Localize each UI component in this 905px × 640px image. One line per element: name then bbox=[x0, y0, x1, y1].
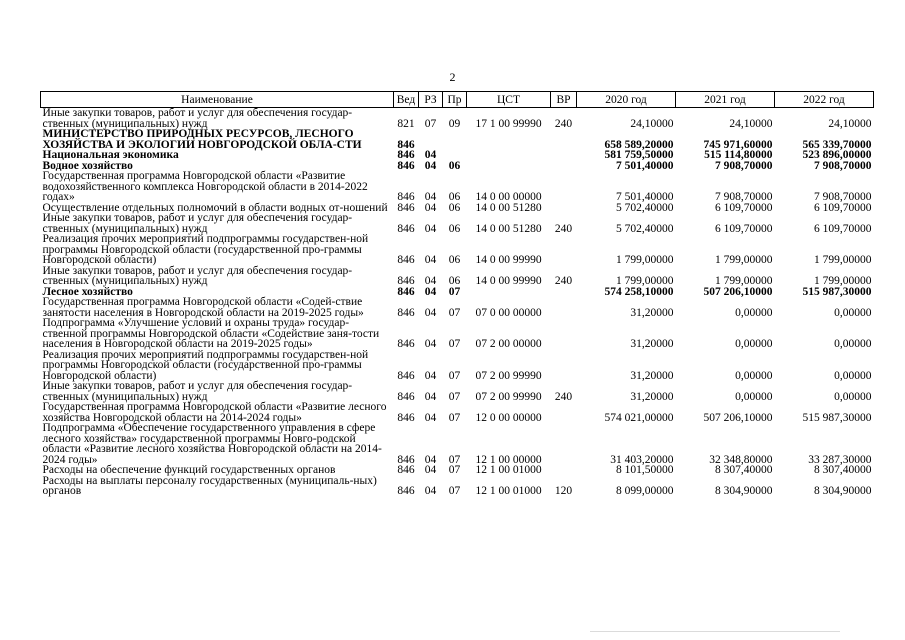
budget-table bbox=[40, 91, 874, 497]
cell-ved: 846 bbox=[397, 159, 415, 172]
cell-name: Национальная экономика bbox=[42, 149, 179, 161]
cell-y2022: 7 908,70000 bbox=[814, 191, 872, 203]
header-name: Наименование bbox=[41, 92, 394, 108]
cell-ved: 846 bbox=[397, 338, 415, 350]
cell-ved: 846 bbox=[397, 149, 415, 161]
cell-vr bbox=[551, 465, 577, 476]
cell-y2022: 0,00000 bbox=[834, 390, 872, 403]
cell-pr: 06 bbox=[448, 201, 461, 214]
cell-y2022: 6 109,70000 bbox=[814, 222, 872, 235]
cell-y2021: 24,10000 bbox=[729, 117, 773, 130]
cell-pr bbox=[443, 150, 467, 161]
cell-cst: 14 0 00 99990 bbox=[475, 254, 542, 266]
cell-vr: 240 bbox=[554, 275, 573, 287]
table-row bbox=[41, 266, 874, 287]
cell-y2020: 5 702,40000 bbox=[616, 222, 674, 235]
cell-name: Государственная программа Новгородской области «Развитие лесного хозяйства Новгородской области на 2014-2024 годы» bbox=[42, 401, 387, 424]
cell-rz: 04 bbox=[424, 306, 437, 319]
cell-cst: 07 0 00 00000 bbox=[475, 306, 542, 319]
cell-y2022: 565 339,70000 bbox=[802, 138, 872, 151]
cell-vr: 120 bbox=[554, 485, 573, 497]
cell-y2022: 523 896,00000 bbox=[802, 149, 872, 161]
cell-y2020: 31,20000 bbox=[630, 306, 674, 319]
cell-pr: 06 bbox=[448, 222, 461, 235]
cell-name: Осуществление отдельных полномочий в области водных от-ношений bbox=[42, 201, 388, 214]
cell-y2020: 574 021,00000 bbox=[604, 411, 674, 424]
cell-y2020: 574 258,10000 bbox=[604, 285, 674, 298]
cell-y2020: 7 501,40000 bbox=[616, 191, 674, 203]
cell-pr: 07 bbox=[448, 338, 461, 350]
cell-y2020: 581 759,50000 bbox=[604, 149, 674, 161]
cell-cst: 12 1 00 01000 bbox=[475, 485, 542, 497]
cell-y2021: 7 908,70000 bbox=[715, 191, 773, 203]
cell-rz: 04 bbox=[424, 485, 437, 497]
cell-y2020: 8 101,50000 bbox=[616, 464, 674, 476]
cell-name: Иные закупки товаров, работ и услуг для обеспечения государ-ственных (муниципальных) нужд bbox=[42, 264, 353, 287]
cell-y2021: 507 206,10000 bbox=[703, 285, 773, 298]
cell-name: Реализация прочих мероприятий подпрограммы государствен-ной программы Новгородской области (государственной про-граммы Новгородской области) bbox=[42, 348, 369, 382]
cell-y2020: 31,20000 bbox=[630, 338, 674, 350]
header-rz: РЗ bbox=[419, 92, 443, 108]
cell-pr: 07 bbox=[448, 306, 461, 319]
cell-y2021: 32 348,80000 bbox=[709, 453, 773, 466]
cell-y2020: 7 501,40000 bbox=[616, 159, 674, 172]
cell-y2022: 8 304,90000 bbox=[814, 485, 872, 497]
header-pr: Пр bbox=[443, 92, 467, 108]
table-row bbox=[41, 234, 874, 266]
cell-rz: 04 bbox=[424, 254, 437, 266]
cell-rz: 04 bbox=[424, 159, 437, 172]
cell-name: Подпрограмма «Улучшение условий и охраны труда» государ-ственной программы Новгородской области «Содействие заня-тости населения в Новгородской области на 2019-2025 годы» bbox=[42, 317, 380, 350]
cell-y2022: 515 987,30000 bbox=[802, 285, 872, 298]
cell-y2021: 6 109,70000 bbox=[715, 222, 773, 235]
table-row bbox=[41, 476, 874, 497]
cell-y2022: 6 109,70000 bbox=[814, 201, 872, 214]
cell-y2021: 6 109,70000 bbox=[715, 201, 773, 214]
cell-y2022: 0,00000 bbox=[834, 306, 872, 319]
table-row bbox=[41, 465, 874, 476]
cell-pr: 06 bbox=[448, 254, 461, 266]
table-row bbox=[41, 402, 874, 423]
cell-ved: 846 bbox=[397, 138, 415, 151]
cell-ved: 846 bbox=[397, 275, 415, 287]
cell-y2021: 0,00000 bbox=[735, 306, 773, 319]
cell-vr: 240 bbox=[554, 390, 573, 403]
cell-y2021: 507 206,10000 bbox=[703, 411, 773, 424]
table-row bbox=[41, 108, 874, 130]
cell-cst: 17 1 00 99990 bbox=[475, 117, 542, 130]
cell-vr bbox=[551, 297, 577, 318]
cell-vr bbox=[551, 287, 577, 298]
cell-y2020: 31,20000 bbox=[630, 369, 674, 382]
cell-name: Подпрограмма «Обеспечение государственного управления в сфере лесного хозяйства» государственной программы Новго-родской области «Развитие лесного хозяйства Новгородской области на 2014-2024 годы» bbox=[42, 422, 382, 466]
header-2021: 2021 год bbox=[676, 92, 775, 108]
cell-rz: 07 bbox=[424, 117, 437, 130]
cell-rz: 04 bbox=[424, 464, 437, 476]
cell-pr: 07 bbox=[448, 485, 461, 497]
cell-pr: 09 bbox=[448, 117, 461, 130]
cell-vr bbox=[551, 423, 577, 465]
cell-y2021: 0,00000 bbox=[735, 338, 773, 350]
cell-cst bbox=[467, 150, 551, 161]
cell-y2022: 24,10000 bbox=[828, 117, 872, 130]
cell-y2020: 1 799,00000 bbox=[616, 254, 674, 266]
cell-pr bbox=[443, 129, 467, 150]
cell-pr: 06 bbox=[448, 191, 461, 203]
cell-ved: 846 bbox=[397, 201, 415, 214]
cell-name: МИНИСТЕРСТВО ПРИРОДНЫХ РЕСУРСОВ, ЛЕСНОГО ХОЗЯЙСТВА И ЭКОЛОГИИ НОВГОРОДСКОЙ ОБЛА-СТИ bbox=[42, 128, 362, 151]
cell-cst: 14 0 00 00000 bbox=[475, 191, 542, 203]
cell-name: Государственная программа Новгородской области «Содей-ствие занятости населения в Новгородской области на 2019-2025 годы» bbox=[42, 296, 364, 319]
cell-y2020: 1 799,00000 bbox=[616, 275, 674, 287]
cell-cst: 14 0 00 51280 bbox=[475, 222, 542, 235]
cell-ved: 846 bbox=[397, 390, 415, 403]
cell-pr: 06 bbox=[448, 159, 461, 172]
cell-vr bbox=[551, 203, 577, 214]
cell-pr: 06 bbox=[448, 275, 461, 287]
cell-y2020: 24,10000 bbox=[630, 117, 674, 130]
cell-pr: 07 bbox=[448, 285, 461, 298]
table-row bbox=[41, 297, 874, 318]
cell-y2021: 8 307,40000 bbox=[715, 464, 773, 476]
table-row bbox=[41, 213, 874, 234]
table-header-row bbox=[41, 92, 874, 108]
cell-vr: 240 bbox=[554, 222, 573, 235]
table-row bbox=[41, 171, 874, 203]
cell-cst: 07 2 00 99990 bbox=[475, 390, 542, 403]
cell-ved: 846 bbox=[397, 464, 415, 476]
page-number: 2 bbox=[449, 70, 456, 84]
cell-name: Расходы на обеспечение функций государственных органов bbox=[42, 464, 336, 476]
cell-name: Лесное хозяйство bbox=[42, 285, 133, 298]
table-row bbox=[41, 129, 874, 150]
cell-y2021: 0,00000 bbox=[735, 390, 773, 403]
table-row bbox=[41, 150, 874, 161]
table-row bbox=[41, 423, 874, 465]
cell-y2021: 7 908,70000 bbox=[715, 159, 773, 172]
cell-y2022: 1 799,00000 bbox=[814, 254, 872, 266]
cell-cst bbox=[467, 287, 551, 298]
cell-name: Иные закупки товаров, работ и услуг для обеспечения государ-ственных (муниципальных) нужд bbox=[42, 107, 353, 130]
cell-pr: 07 bbox=[448, 411, 461, 424]
cell-ved: 846 bbox=[397, 369, 415, 382]
scan-artifact bbox=[590, 631, 840, 632]
cell-name: Расходы на выплаты персоналу государственных (муниципаль-ных) органов bbox=[42, 474, 377, 497]
cell-rz: 04 bbox=[424, 338, 437, 350]
cell-y2020: 31,20000 bbox=[630, 390, 674, 403]
cell-vr bbox=[551, 129, 577, 150]
cell-y2022: 0,00000 bbox=[834, 369, 872, 382]
cell-ved: 846 bbox=[397, 285, 415, 298]
table-row bbox=[41, 350, 874, 382]
cell-vr bbox=[551, 402, 577, 423]
cell-vr bbox=[551, 350, 577, 382]
cell-ved: 846 bbox=[397, 254, 415, 266]
cell-pr: 07 bbox=[448, 453, 461, 466]
cell-y2022: 7 908,70000 bbox=[814, 159, 872, 172]
cell-cst bbox=[467, 161, 551, 172]
cell-vr bbox=[551, 150, 577, 161]
cell-rz: 04 bbox=[424, 411, 437, 424]
cell-y2020: 31 403,20000 bbox=[610, 453, 674, 466]
cell-y2020: 5 702,40000 bbox=[616, 201, 674, 214]
cell-name: Реализация прочих мероприятий подпрограммы государствен-ной программы Новгородской области (государственной про-граммы Новгородской области) bbox=[42, 233, 369, 266]
cell-ved: 846 bbox=[397, 191, 415, 203]
cell-ved: 821 bbox=[397, 117, 415, 130]
cell-y2020: 8 099,00000 bbox=[616, 485, 674, 497]
cell-pr: 07 bbox=[448, 390, 461, 403]
cell-rz: 04 bbox=[424, 201, 437, 214]
header-vr: ВР bbox=[551, 92, 577, 108]
cell-rz: 04 bbox=[424, 275, 437, 287]
cell-y2022: 0,00000 bbox=[834, 338, 872, 350]
cell-rz bbox=[419, 129, 443, 150]
cell-y2021: 515 114,80000 bbox=[704, 149, 773, 161]
cell-y2021: 0,00000 bbox=[735, 369, 773, 382]
cell-cst: 14 0 00 99990 bbox=[475, 275, 542, 287]
cell-cst: 12 0 00 00000 bbox=[475, 411, 542, 424]
cell-vr bbox=[551, 234, 577, 266]
cell-name: Иные закупки товаров, работ и услуг для обеспечения государ-ственных (муниципальных) нужд bbox=[42, 380, 353, 403]
cell-y2021: 745 971,60000 bbox=[703, 138, 773, 151]
cell-rz: 04 bbox=[424, 453, 437, 466]
cell-vr: 240 bbox=[554, 117, 573, 130]
cell-cst: 12 1 00 01000 bbox=[475, 464, 542, 476]
cell-cst: 14 0 00 51280 bbox=[475, 201, 542, 214]
cell-y2022: 8 307,40000 bbox=[814, 464, 872, 476]
cell-rz: 04 bbox=[424, 191, 437, 203]
cell-rz: 04 bbox=[424, 222, 437, 235]
cell-y2022: 515 987,30000 bbox=[802, 411, 872, 424]
cell-pr: 07 bbox=[448, 369, 461, 382]
cell-ved: 846 bbox=[397, 411, 415, 424]
cell-cst: 07 2 00 99990 bbox=[475, 369, 542, 382]
header-ved: Вед bbox=[394, 92, 419, 108]
table-row bbox=[41, 381, 874, 402]
cell-rz: 04 bbox=[424, 369, 437, 382]
cell-ved: 846 bbox=[397, 306, 415, 319]
cell-y2021: 1 799,00000 bbox=[715, 254, 773, 266]
cell-rz: 04 bbox=[424, 285, 437, 298]
cell-pr: 07 bbox=[448, 464, 461, 476]
table-body bbox=[41, 108, 874, 497]
header-2020: 2020 год bbox=[577, 92, 676, 108]
cell-name: Водное хозяйство bbox=[42, 159, 133, 172]
header-2022: 2022 год bbox=[775, 92, 874, 108]
cell-cst: 07 2 00 00000 bbox=[475, 338, 542, 350]
cell-vr bbox=[551, 161, 577, 172]
cell-rz: 04 bbox=[424, 390, 437, 403]
cell-vr bbox=[551, 171, 577, 203]
header-cst: ЦСТ bbox=[467, 92, 551, 108]
cell-y2021: 1 799,00000 bbox=[715, 275, 773, 287]
cell-y2022: 1 799,00000 bbox=[814, 275, 872, 287]
cell-rz: 04 bbox=[424, 149, 437, 161]
table-row bbox=[41, 318, 874, 350]
cell-y2020: 658 589,20000 bbox=[604, 138, 674, 151]
cell-y2022: 33 287,30000 bbox=[808, 453, 872, 466]
cell-y2021: 8 304,90000 bbox=[715, 485, 773, 497]
cell-name: Иные закупки товаров, работ и услуг для обеспечения государ-ственных (муниципальных) нужд bbox=[42, 212, 353, 235]
cell-ved: 846 bbox=[397, 453, 415, 466]
cell-name: Государственная программа Новгородской области «Развитие водохозяйственного комплекса Новгородской области в 2014-2022 годах» bbox=[42, 170, 368, 203]
cell-ved: 846 bbox=[397, 222, 415, 235]
cell-cst bbox=[467, 129, 551, 150]
cell-cst: 12 1 00 00000 bbox=[475, 453, 542, 466]
cell-ved: 846 bbox=[397, 485, 415, 497]
cell-vr bbox=[551, 318, 577, 350]
